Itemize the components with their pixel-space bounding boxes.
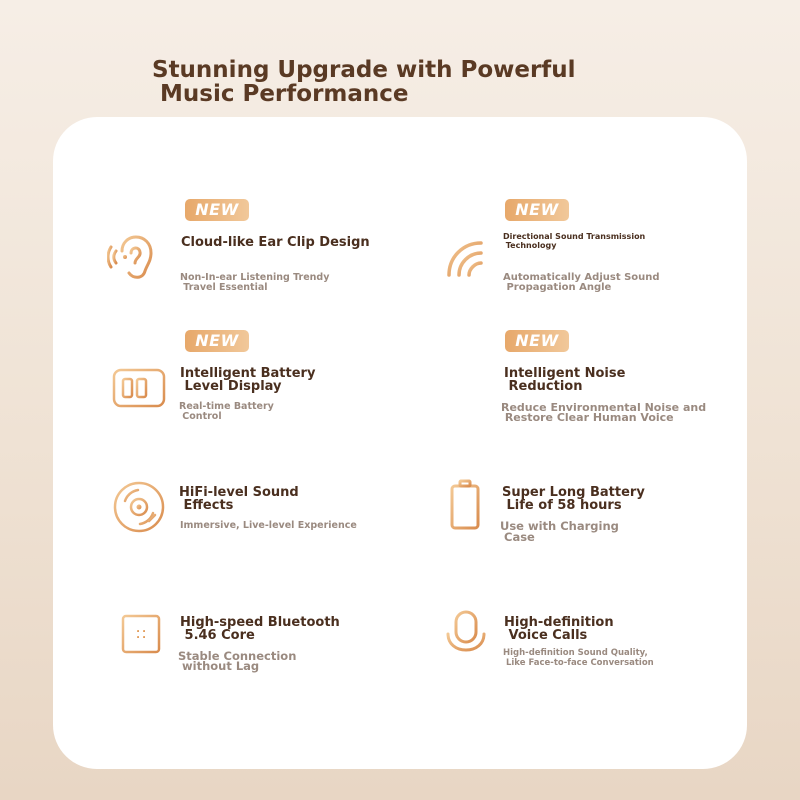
page-headline <box>152 58 576 106</box>
feature-subtitle: Reduce Environmental Noise and Restore Clear Human Voice <box>501 401 707 424</box>
new-badge: NEW <box>505 330 569 352</box>
battery-icon <box>437 477 493 533</box>
feature-title: High-speed Bluetooth 5.46 Core <box>180 615 340 643</box>
new-badge: NEW <box>185 330 249 352</box>
feature-title: High-definition Voice Calls <box>504 615 614 643</box>
microphone-icon <box>438 606 494 662</box>
new-badge: NEW <box>505 199 569 221</box>
feature-subtitle: Stable Connection without Lag <box>178 649 297 673</box>
headline-line-1: Stunning Upgrade with Powerful <box>152 57 576 83</box>
feature-title: Intelligent Battery Level Display <box>180 366 316 394</box>
ear-icon <box>107 229 163 285</box>
feature-subtitle: Non-In-ear Listening Trendy Travel Essential <box>180 272 330 293</box>
chip-icon <box>113 606 169 662</box>
directional-sound-icon <box>443 229 499 285</box>
feature-subtitle: High-definition Sound Quality, Like Face-to-face Conversation <box>503 648 654 668</box>
vinyl-disc-icon <box>111 479 167 535</box>
feature-title: Intelligent Noise Reduction <box>504 366 626 394</box>
feature-title: HiFi-level Sound Effects <box>179 485 299 513</box>
feature-title: Cloud-like Ear Clip Design <box>181 235 370 250</box>
headline-line-2: Music Performance <box>160 81 409 107</box>
battery-display-icon <box>111 360 167 416</box>
feature-subtitle: Immersive, Live-level Experience <box>180 520 357 531</box>
feature-subtitle: Use with Charging Case <box>500 519 619 544</box>
feature-subtitle: Real-time Battery Control <box>179 401 274 422</box>
new-badge: NEW <box>185 199 249 221</box>
feature-subtitle: Automatically Adjust Sound Propagation Angle <box>503 272 660 293</box>
feature-title: Directional Sound Transmission Technology <box>503 232 646 250</box>
feature-title: Super Long Battery Life of 58 hours <box>502 485 645 513</box>
features-card <box>53 117 747 769</box>
sound-wave-icon <box>441 357 497 413</box>
